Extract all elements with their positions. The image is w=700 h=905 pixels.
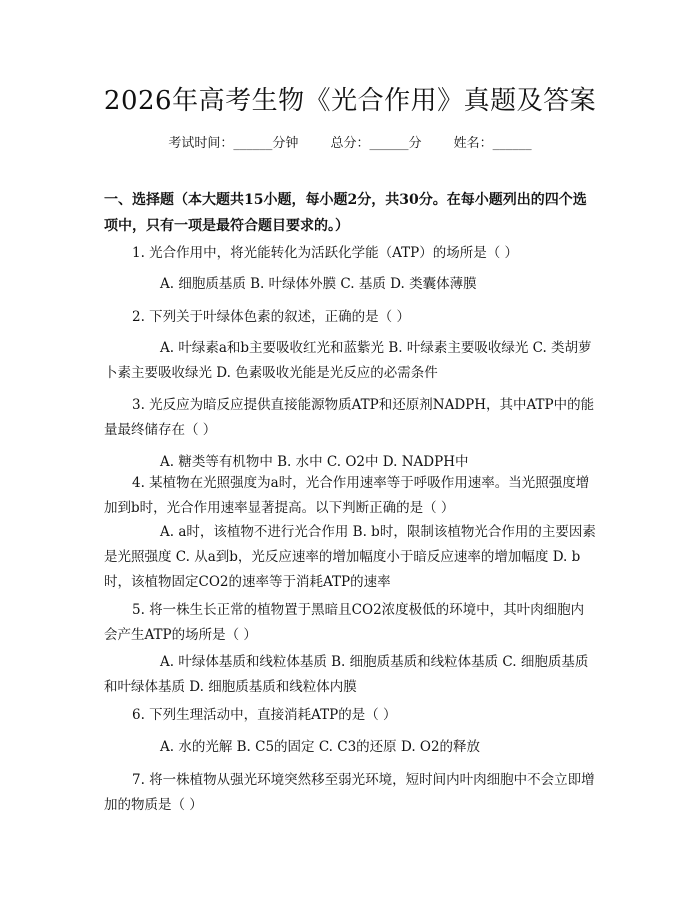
question-4: 4. 某植物在光照强度为a时，光合作用速率等于呼吸作用速率。当光照强度增加到b时，光合作用速率显著提高。以下判断正确的是（ ） [104, 475, 590, 516]
question-5-options: A. 叶绿体基质和线粒体基质 B. 细胞质基质和线粒体基质 C. 细胞质基质和叶绿体基质 D. 细胞质基质和线粒体内膜 [104, 654, 589, 695]
exam-meta [0, 132, 700, 151]
student-name: 姓名：______ [453, 136, 532, 151]
question-2-options: A. 叶绿素a和b主要吸收红光和蓝紫光 B. 叶绿素主要吸收绿光 C. 类胡萝卜素主要吸收绿光 D. 色素吸收光能是光反应的必需条件 [104, 340, 592, 381]
question-1-options: A. 细胞质基质 B. 叶绿体外膜 C. 基质 D. 类囊体薄膜 [160, 276, 477, 292]
question-1: 1. 光合作用中，将光能转化为活跃化学能（ATP）的场所是（ ） [132, 245, 519, 261]
question-3: 3. 光反应为暗反应提供直接能源物质ATP和还原剂NADPH，其中ATP中的能量最终储存在（ ） [104, 397, 595, 438]
question-5: 5. 将一株生长正常的植物置于黑暗且CO2浓度极低的环境中，其叶肉细胞内会产生ATP的场所是（ ） [104, 602, 585, 643]
question-2: 2. 下列关于叶绿体色素的叙述，正确的是（ ） [132, 309, 410, 325]
question-7: 7. 将一株植物从强光环境突然移至弱光环境，短时间内叶肉细胞中不会立即增加的物质是（ ） [104, 772, 595, 813]
exam-score: 总分：______分 [330, 136, 422, 151]
page-title: 2026年高考生物《光合作用》真题及答案 [103, 86, 597, 116]
question-4-options: A. a时，该植物不进行光合作用 B. b时，限制该植物光合作用的主要因素是光照强度 C. 从a到b，光反应速率的增加幅度小于暗反应速率的增加幅度 D. b时，该植物固定CO2的速率等于消耗ATP的速率 [104, 524, 596, 590]
question-3-options: A. 糖类等有机物中 B. 水中 C. O2中 D. NADPH中 [160, 454, 469, 470]
question-6: 6. 下列生理活动中，直接消耗ATP的是（ ） [132, 707, 397, 723]
exam-time: 考试时间：______分钟 [168, 136, 299, 151]
question-6-options: A. 水的光解 B. C5的固定 C. C3的还原 D. O2的释放 [160, 739, 481, 755]
section-heading: 一、选择题（本大题共15小题，每小题2分，共30分。在每小题列出的四个选项中，只有一项是最符合题目要求的。） [104, 192, 587, 234]
